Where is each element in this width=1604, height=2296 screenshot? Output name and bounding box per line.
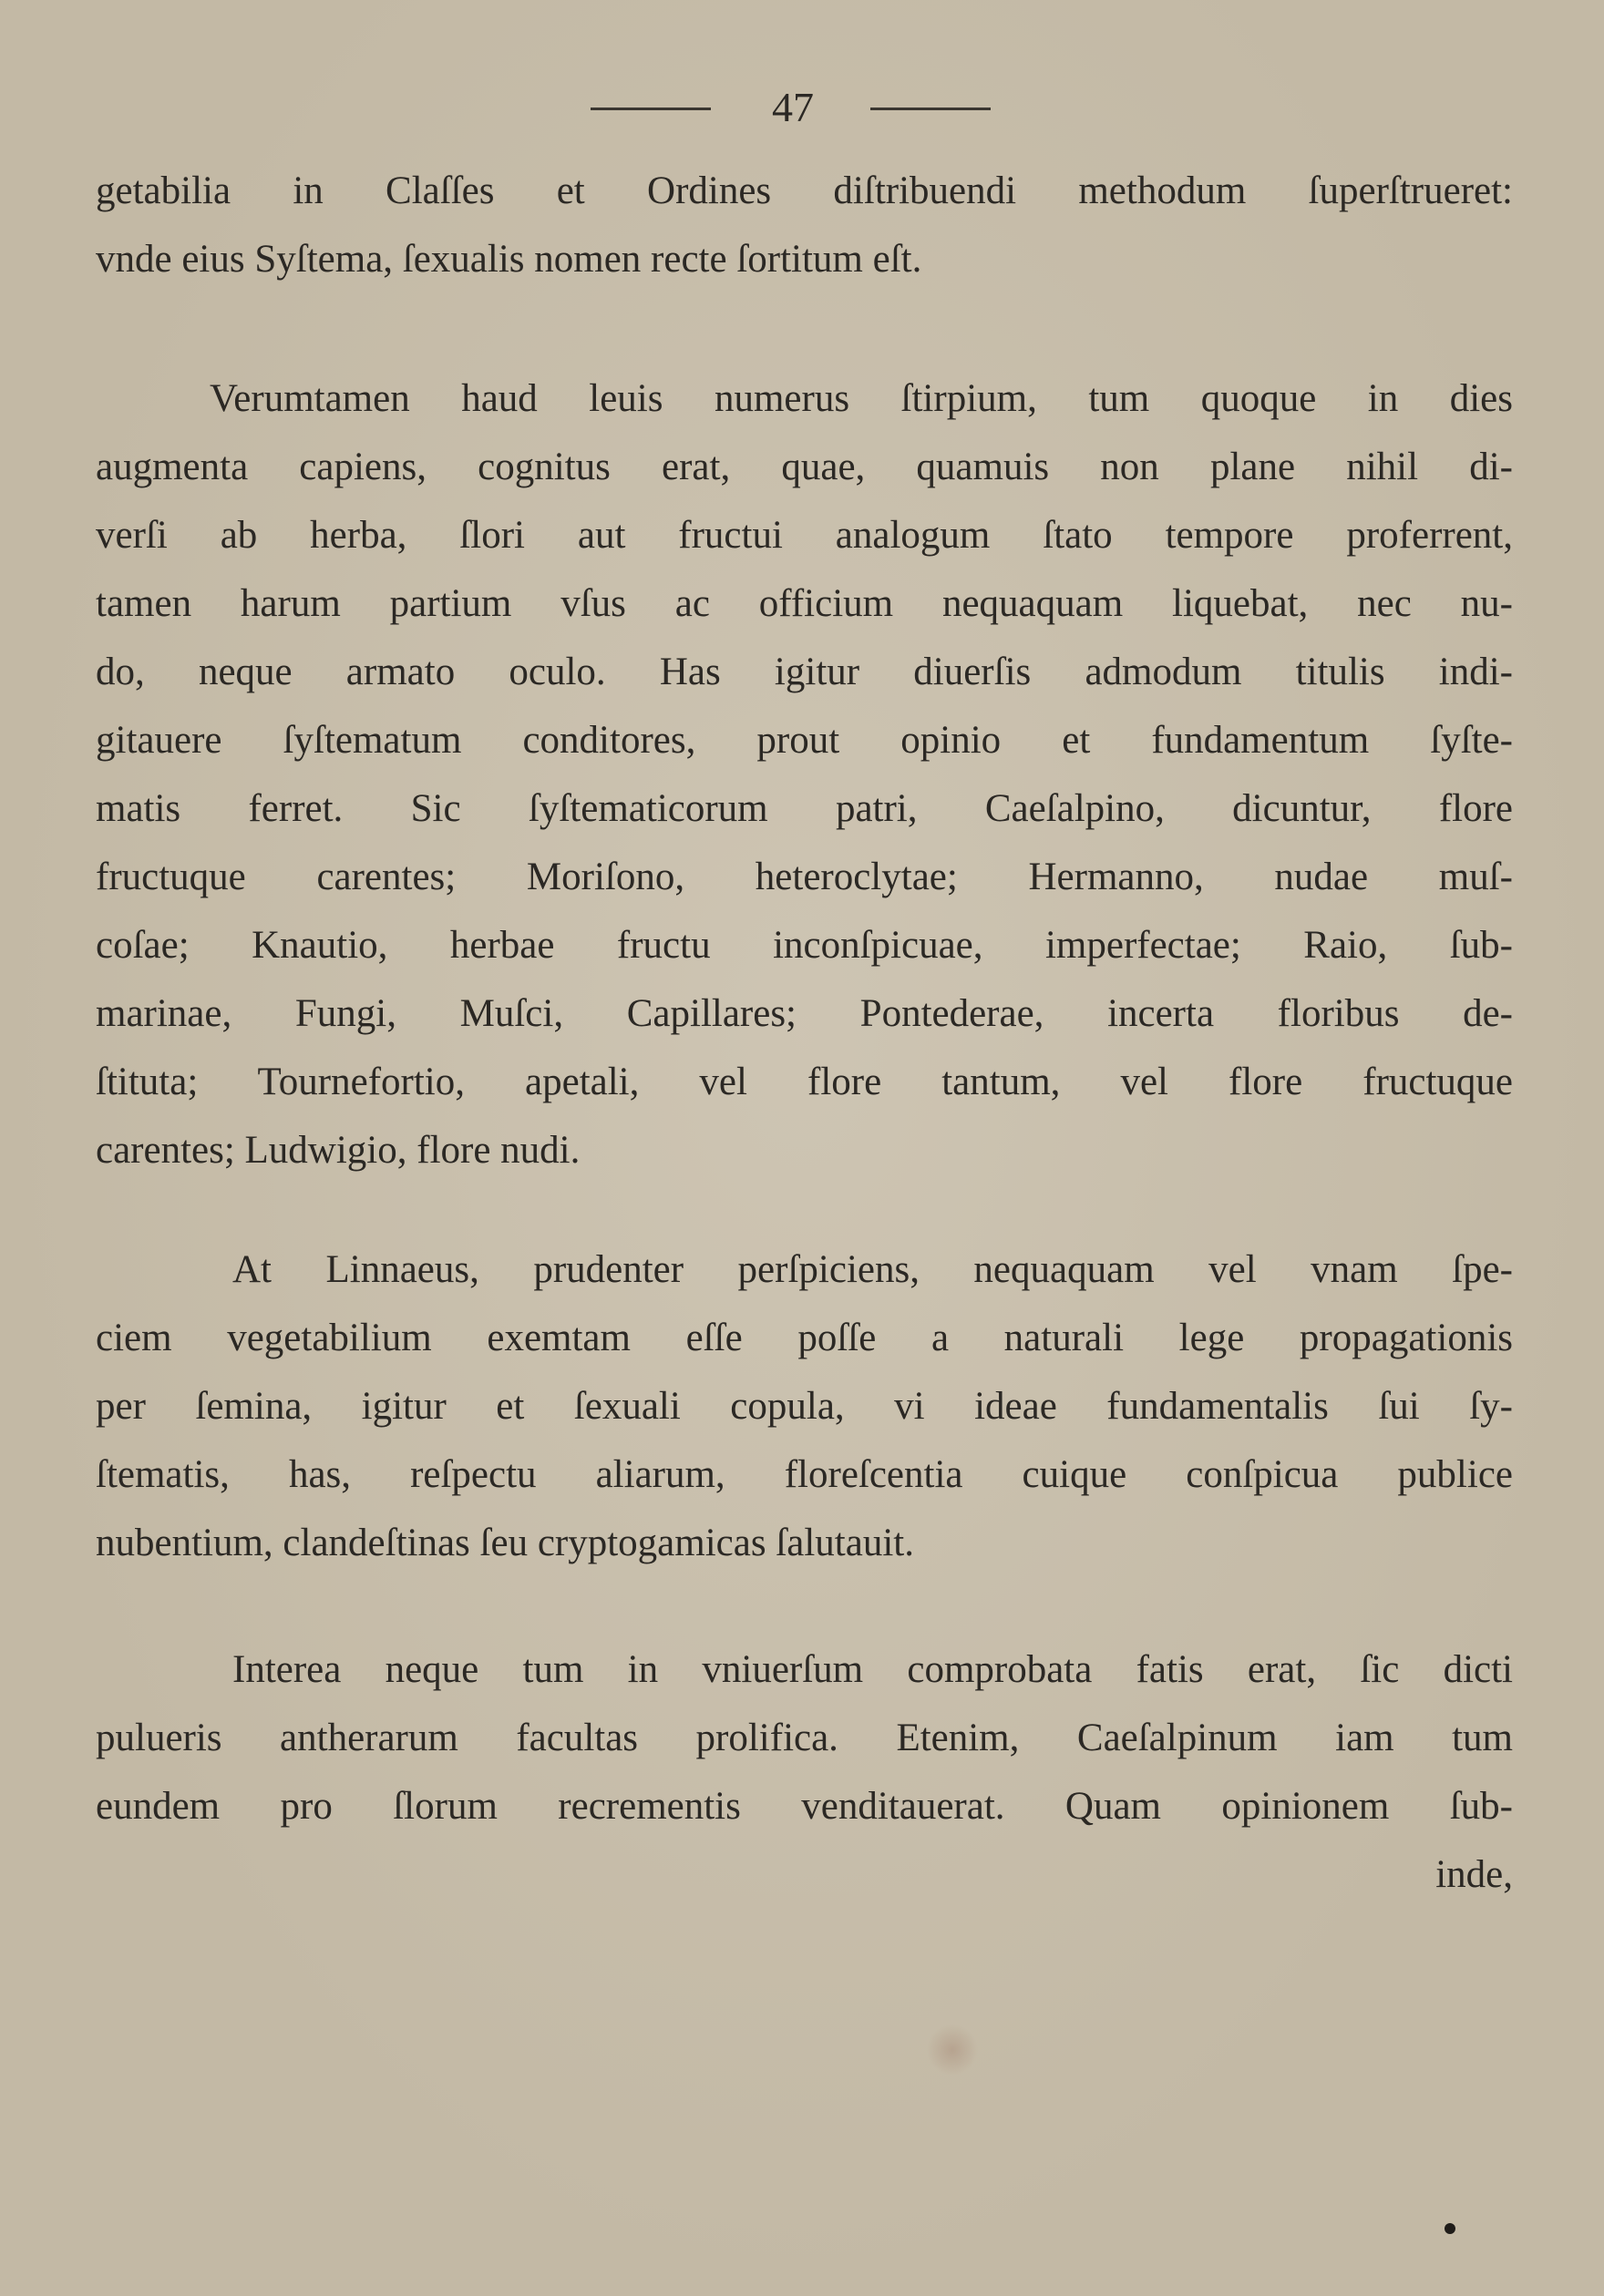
text-line: eundem pro ſlorum recrementis venditauerat. Quam opinionem ſub- <box>96 1785 1513 1828</box>
text-line: coſae; Knautio, herbae fructu inconſpicuae, imperfectae; Raio, ſub- <box>96 924 1513 967</box>
catchword: inde, <box>1435 1853 1513 1896</box>
text-line: ciem vegetabilium exemtam eſſe poſſe a naturali lege propagationis <box>96 1317 1513 1359</box>
header-rule-right <box>870 108 991 110</box>
header-rule-left <box>591 108 711 110</box>
text-line: vnde eius Syſtema, ſexualis nomen recte ſortitum eſt. <box>96 238 922 281</box>
page-number: 47 <box>772 84 814 130</box>
text-line: carentes; Ludwigio, flore nudi. <box>96 1129 581 1172</box>
text-line: ſtituta; Tournefortio, apetali, vel flore tantum, vel flore fructuque <box>96 1061 1513 1103</box>
text-line: do, neque armato oculo. Has igitur diuerſis admodum titulis indi- <box>96 651 1513 693</box>
paragraph-4 <box>96 1635 1513 1909</box>
text-line: Interea neque tum in vniuerſum comprobata fatis erat, ſic dicti <box>232 1648 1513 1691</box>
text-line: At Linnaeus, prudenter perſpiciens, nequaquam vel vnam ſpe- <box>232 1248 1513 1291</box>
text-line: ſtematis, has, reſpectu aliarum, floreſcentia cuique conſpicua publice <box>96 1453 1513 1496</box>
text-line: pulueris antherarum facultas prolifica. Etenim, Caeſalpinum iam tum <box>96 1717 1513 1759</box>
text-line: verſi ab herba, ſlori aut fructui analogum ſtato tempore proferrent, <box>96 514 1513 557</box>
ink-dot-mark <box>1445 2223 1455 2234</box>
paragraph-1 <box>96 157 1513 293</box>
text-line: marinae, Fungi, Muſci, Capillares; Pontederae, incerta floribus de- <box>96 992 1513 1035</box>
text-line: getabilia in Claſſes et Ordines diſtribuendi methodum ſuperſtrueret: <box>96 169 1513 212</box>
paragraph-3 <box>96 1235 1513 1577</box>
text-line: fructuque carentes; Moriſono, heteroclytae; Hermanno, nudae muſ- <box>96 856 1513 898</box>
text-line: matis ferret. Sic ſyſtematicorum patri, Caeſalpino, dicuntur, flore <box>96 787 1513 830</box>
paragraph-2 <box>96 364 1513 1184</box>
text-line: augmenta capiens, cognitus erat, quae, quamuis non plane nihil di- <box>96 446 1513 488</box>
text-line: per ſemina, igitur et ſexuali copula, vi ideae fundamentalis ſui ſy- <box>96 1385 1513 1428</box>
text-line: tamen harum partium vſus ac officium nequaquam liquebat, nec nu- <box>96 582 1513 625</box>
text-line: Verumtamen haud leuis numerus ſtirpium, tum quoque in dies <box>210 377 1513 420</box>
text-line: nubentium, clandeſtinas ſeu cryptogamicas ſalutauit. <box>96 1522 914 1564</box>
page-header <box>0 80 1604 135</box>
text-line: gitauere ſyſtematum conditores, prout opinio et fundamentum ſyſte- <box>96 719 1513 762</box>
